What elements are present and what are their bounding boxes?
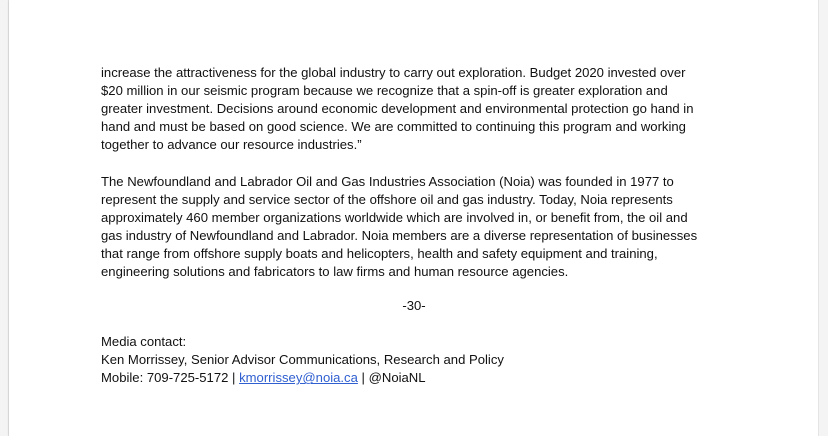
paragraph-line: engineering solutions and fabricators to law firms and human resource agencies. [101, 264, 569, 280]
end-marker: -30- [402, 298, 426, 313]
social-handle-text: | @NoiaNL [357, 370, 426, 386]
body-paragraph-1 [101, 64, 741, 154]
paragraph-line: that range from offshore supply boats and helicopters, health and safety equipment and training, [101, 246, 658, 262]
paragraph-line: The Newfoundland and Labrador Oil and Gas Industries Association (Noia) was founded in 1977 to [101, 174, 674, 189]
paragraph-line: hand and must be based on good science. We are committed to continuing this program and working [101, 119, 686, 135]
right-gutter [818, 0, 828, 436]
paragraph-line: $20 million in our seismic program because we recognize that a spin-off is greater exploration and [101, 83, 668, 99]
contact-name-line: Ken Morrissey, Senior Advisor Communications, Research and Policy [101, 352, 504, 368]
contact-details-line [101, 369, 741, 387]
paragraph-line: greater investment. Decisions around economic development and environmental protection go hand in [101, 101, 694, 117]
body-paragraph-2 [101, 173, 741, 282]
left-gutter [0, 0, 9, 436]
media-contact-block [101, 333, 741, 387]
paragraph-line: approximately 460 member organizations worldwide which are involved in, or benefit from, the oil and [101, 210, 688, 226]
paragraph-line: represent the supply and service sector of the offshore oil and gas industry. Today, Noia represents [101, 192, 673, 208]
mobile-text: Mobile: 709-725-5172 | [101, 370, 240, 386]
paragraph-line: together to advance our resource industries.” [101, 137, 362, 153]
paragraph-line: increase the attractiveness for the global industry to carry out exploration. Budget 2020 invested over [101, 65, 686, 80]
contact-heading: Media contact: [101, 334, 187, 349]
email-link[interactable]: kmorrissey@noia.ca [239, 370, 358, 386]
paragraph-line: gas industry of Newfoundland and Labrador. Noia members are a diverse representation of businesses [101, 228, 698, 244]
